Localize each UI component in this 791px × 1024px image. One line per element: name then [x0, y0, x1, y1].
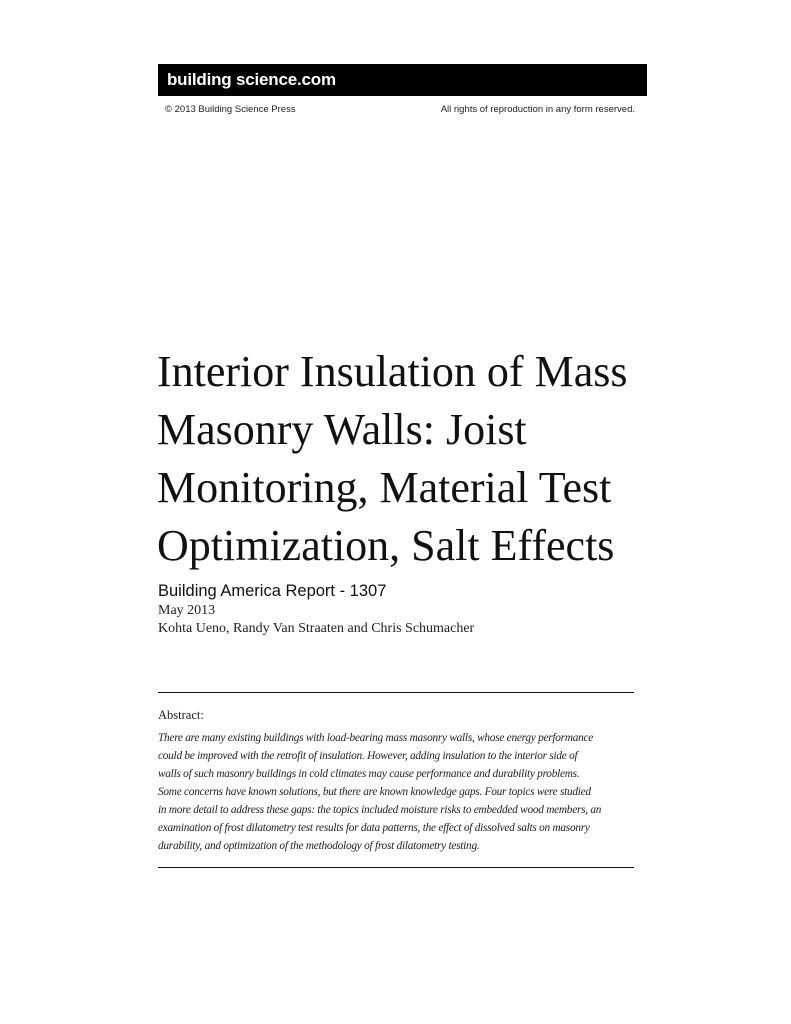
abstract-line: in more detail to address these gaps: the topics included moisture risks to embedded wood members, an	[158, 804, 602, 816]
site-banner	[158, 64, 647, 96]
report-date: May 2013	[158, 603, 216, 618]
report-authors: Kohta Ueno, Randy Van Straaten and Chris Schumacher	[158, 621, 475, 636]
abstract-line: could be improved with the retrofit of insulation. However, adding insulation to the interior side of	[158, 750, 578, 762]
abstract-line: Some concerns have known solutions, but there are known knowledge gaps. Four topics were studied	[158, 786, 591, 798]
rights-notice: All rights of reproduction in any form reserved.	[440, 104, 635, 115]
copyright-notice: © 2013 Building Science Press	[165, 104, 296, 115]
divider-bottom	[158, 867, 634, 868]
abstract-text	[158, 729, 636, 855]
divider-top	[158, 692, 634, 693]
abstract-line: There are many existing buildings with load-bearing mass masonry walls, whose energy performance	[158, 732, 594, 744]
document-title	[157, 343, 677, 575]
title-line: Interior Insulation of Mass	[157, 347, 628, 396]
abstract-heading: Abstract:	[158, 708, 204, 722]
site-brand: building science.com	[167, 70, 336, 89]
abstract-line: walls of such masonry buildings in cold climates may cause performance and durability problems.	[158, 768, 580, 780]
title-line: Masonry Walls: Joist	[157, 405, 527, 454]
title-line: Monitoring, Material Test	[157, 463, 612, 512]
title-line: Optimization, Salt Effects	[157, 521, 615, 570]
abstract-line: examination of frost dilatometry test results for data patterns, the effect of dissolved salts on masonry	[158, 822, 590, 834]
abstract-line: durability, and optimization of the methodology of frost dilatometry testing.	[158, 840, 480, 852]
report-number: Building America Report - 1307	[158, 582, 387, 600]
